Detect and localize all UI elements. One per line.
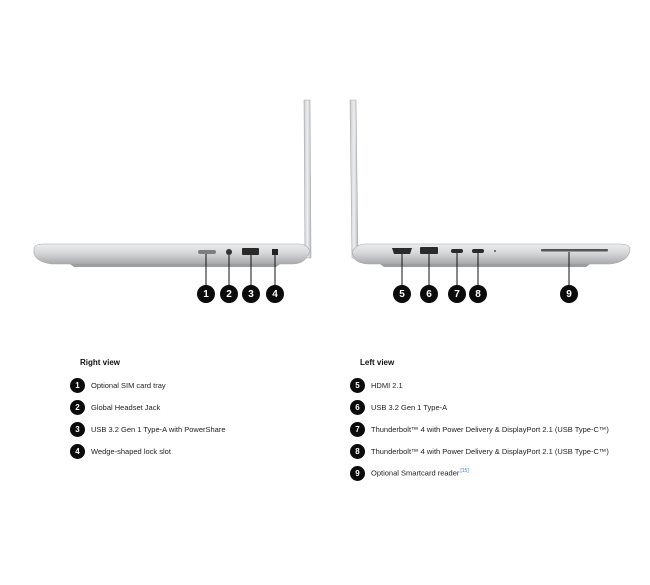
footnote-link[interactable]: [15] (460, 468, 469, 475)
usb-a-port-right (242, 248, 259, 255)
callout-marker-6: 6 (420, 285, 438, 303)
headset-jack-port (226, 249, 232, 255)
callout-marker-1: 1 (197, 285, 215, 303)
callout-marker-8: 8 (469, 285, 487, 303)
legend-label: Thunderbolt™ 4 with Power Delivery & DisplayPort 2.1 (USB Type-C™) (371, 424, 609, 434)
right-view-legend (70, 374, 226, 462)
legend-item (350, 396, 609, 418)
callout-marker-3: 3 (242, 285, 260, 303)
legend-item (350, 374, 609, 396)
legend-label: HDMI 2.1 (371, 380, 403, 390)
legend-label: Global Headset Jack (91, 402, 161, 412)
legend-number: 7 (350, 422, 365, 437)
legend-label: Wedge-shaped lock slot (91, 446, 171, 456)
callout-marker-9: 9 (560, 285, 578, 303)
hdmi-port (392, 248, 412, 254)
legend-item (350, 462, 609, 484)
legend-item (70, 440, 226, 462)
legend-number: 6 (350, 400, 365, 415)
legend-number: 8 (350, 444, 365, 459)
legend-label: USB 3.2 Gen 1 Type-A with PowerShare (91, 424, 226, 434)
right-view-title: Right view (80, 358, 121, 367)
legend-item (70, 418, 226, 440)
left-view-legend (350, 374, 609, 484)
legend-item (350, 418, 609, 440)
legend-number: 9 (350, 466, 365, 481)
legend-number: 4 (70, 444, 85, 459)
legend-item (70, 396, 226, 418)
legend-item (70, 374, 226, 396)
legend-label-text: Optional Smartcard reader (371, 468, 460, 478)
right-view-laptop (34, 100, 311, 286)
legend-label: Optional SIM card tray (91, 380, 166, 390)
lock-slot-port (272, 249, 278, 255)
legend-number: 3 (70, 422, 85, 437)
callout-marker-4: 4 (266, 285, 284, 303)
legend-label: USB 3.2 Gen 1 Type-A (371, 402, 448, 412)
sim-tray-port (198, 250, 216, 254)
legend-label (371, 468, 469, 478)
thunderbolt-port-2 (472, 249, 484, 253)
legend-label: Thunderbolt™ 4 with Power Delivery & DisplayPort 2.1 (USB Type-C™) (371, 446, 609, 456)
legend-number: 5 (350, 378, 365, 393)
left-view-laptop (350, 100, 630, 286)
legend-number: 1 (70, 378, 85, 393)
left-view-title: Left view (360, 358, 395, 367)
legend-item (350, 440, 609, 462)
legend-number: 2 (70, 400, 85, 415)
smartcard-slot (541, 249, 608, 252)
usb-a-port-left (420, 247, 438, 254)
thunderbolt-port-1 (451, 249, 463, 253)
callout-marker-2: 2 (220, 285, 238, 303)
callout-marker-5: 5 (393, 285, 411, 303)
callout-marker-7: 7 (448, 285, 466, 303)
